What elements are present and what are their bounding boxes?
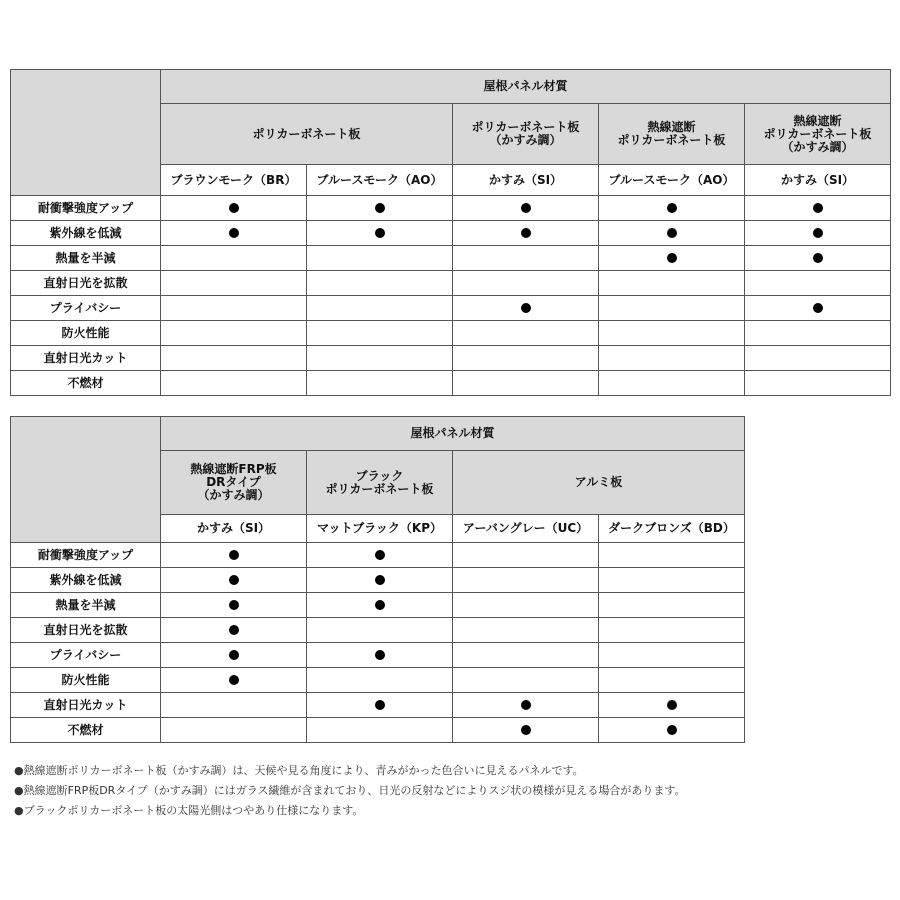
material-header: ポリカーボネート板 [161, 104, 453, 165]
empty-cell [453, 371, 599, 396]
color-header: かすみ（SI） [161, 515, 307, 543]
bullet-dot-icon [229, 203, 239, 213]
feature-label: 防火性能 [11, 321, 161, 346]
feature-mark-cell [161, 668, 307, 693]
empty-cell [453, 668, 599, 693]
feature-mark-cell [307, 221, 453, 246]
empty-cell [161, 346, 307, 371]
color-header: ブラウンモーク（BR） [161, 165, 307, 196]
feature-label: 熱量を半減 [11, 246, 161, 271]
empty-cell [453, 246, 599, 271]
group-header: 屋根パネル材質 [161, 417, 745, 451]
table-row [11, 346, 891, 371]
material-header: ポリカーボネート板 （かすみ調） [453, 104, 599, 165]
corner-cell [11, 70, 161, 196]
feature-mark-cell [453, 221, 599, 246]
footnotes [14, 761, 894, 821]
bullet-dot-icon [521, 203, 531, 213]
material-header: ブラック ポリカーボネート板 [307, 451, 453, 515]
material-header: アルミ板 [453, 451, 745, 515]
bullet-dot-icon [375, 203, 385, 213]
table-row [11, 643, 745, 668]
bullet-dot-icon [229, 550, 239, 560]
bullet-dot-icon [229, 600, 239, 610]
table-row [11, 296, 891, 321]
empty-cell [453, 593, 599, 618]
bullet-dot-icon [521, 303, 531, 313]
table-row [11, 668, 745, 693]
empty-cell [599, 593, 745, 618]
table-row [11, 221, 891, 246]
feature-label: 不燃材 [11, 371, 161, 396]
empty-cell [453, 346, 599, 371]
empty-cell [453, 271, 599, 296]
feature-mark-cell [745, 221, 891, 246]
group-header: 屋根パネル材質 [161, 70, 891, 104]
feature-label: プライバシー [11, 296, 161, 321]
feature-mark-cell [599, 693, 745, 718]
color-header: マットブラック（KP） [307, 515, 453, 543]
feature-label: 紫外線を低減 [11, 568, 161, 593]
empty-cell [307, 321, 453, 346]
empty-cell [599, 643, 745, 668]
empty-cell [745, 321, 891, 346]
feature-label: 直射日光カット [11, 693, 161, 718]
bullet-dot-icon [229, 228, 239, 238]
feature-mark-cell [161, 618, 307, 643]
bullet-dot-icon [375, 700, 385, 710]
bullet-dot-icon [813, 228, 823, 238]
feature-mark-cell [161, 221, 307, 246]
feature-mark-cell [599, 196, 745, 221]
empty-cell [599, 543, 745, 568]
empty-cell [599, 271, 745, 296]
color-header: ブルースモーク（AO） [599, 165, 745, 196]
empty-cell [161, 271, 307, 296]
feature-mark-cell [307, 568, 453, 593]
feature-mark-cell [307, 196, 453, 221]
empty-cell [161, 321, 307, 346]
bullet-dot-icon [521, 725, 531, 735]
bullet-dot-icon [375, 600, 385, 610]
bullet-dot-icon [667, 725, 677, 735]
empty-cell [161, 246, 307, 271]
feature-label: 直射日光を拡散 [11, 618, 161, 643]
table-row [11, 246, 891, 271]
empty-cell [599, 346, 745, 371]
feature-mark-cell [307, 643, 453, 668]
footnote: ●ブラックポリカーボネート板の太陽光側はつやあり仕様になります。 [14, 804, 364, 817]
empty-cell [307, 296, 453, 321]
color-header: ブルースモーク（AO） [307, 165, 453, 196]
empty-cell [307, 668, 453, 693]
spec-table-1 [10, 69, 891, 396]
corner-cell [11, 417, 161, 543]
empty-cell [599, 296, 745, 321]
table-row [11, 693, 745, 718]
bullet-dot-icon [375, 650, 385, 660]
color-header: かすみ（SI） [453, 165, 599, 196]
table-row [11, 593, 745, 618]
table-row [11, 568, 745, 593]
feature-mark-cell [745, 246, 891, 271]
empty-cell [599, 568, 745, 593]
feature-label: 熱量を半減 [11, 593, 161, 618]
feature-label: 耐衝撃強度アップ [11, 543, 161, 568]
bullet-dot-icon [813, 253, 823, 263]
feature-mark-cell [161, 593, 307, 618]
empty-cell [745, 346, 891, 371]
empty-cell [599, 321, 745, 346]
bullet-dot-icon [667, 700, 677, 710]
feature-label: 防火性能 [11, 668, 161, 693]
bullet-dot-icon [813, 303, 823, 313]
empty-cell [307, 271, 453, 296]
bullet-dot-icon [521, 228, 531, 238]
feature-mark-cell [453, 196, 599, 221]
feature-mark-cell [161, 543, 307, 568]
feature-label: 直射日光を拡散 [11, 271, 161, 296]
bullet-dot-icon [375, 550, 385, 560]
color-header: かすみ（SI） [745, 165, 891, 196]
empty-cell [453, 643, 599, 668]
feature-label: 不燃材 [11, 718, 161, 743]
table-row [11, 271, 891, 296]
footnote: ●熱線遮断FRP板DRタイプ（かすみ調）にはガラス繊維が含まれており、日光の反射などによりスジ状の模様が見える場合があります。 [14, 784, 686, 797]
empty-cell [307, 618, 453, 643]
empty-cell [307, 246, 453, 271]
empty-cell [161, 296, 307, 321]
empty-cell [307, 346, 453, 371]
bullet-dot-icon [375, 575, 385, 585]
feature-mark-cell [745, 196, 891, 221]
empty-cell [453, 618, 599, 643]
bullet-dot-icon [667, 203, 677, 213]
table-row [11, 371, 891, 396]
empty-cell [745, 271, 891, 296]
empty-cell [453, 568, 599, 593]
feature-mark-cell [307, 543, 453, 568]
empty-cell [453, 321, 599, 346]
empty-cell [307, 718, 453, 743]
empty-cell [161, 718, 307, 743]
feature-mark-cell [599, 221, 745, 246]
feature-label: 紫外線を低減 [11, 221, 161, 246]
bullet-dot-icon [521, 700, 531, 710]
empty-cell [161, 371, 307, 396]
material-header: 熱線遮断 ポリカーボネート板 （かすみ調） [745, 104, 891, 165]
material-header: 熱線遮断 ポリカーボネート板 [599, 104, 745, 165]
bullet-dot-icon [667, 253, 677, 263]
empty-cell [599, 618, 745, 643]
bullet-dot-icon [229, 650, 239, 660]
feature-mark-cell [161, 196, 307, 221]
table-row [11, 321, 891, 346]
feature-mark-cell [161, 568, 307, 593]
bullet-dot-icon [667, 228, 677, 238]
material-header: 熱線遮断FRP板 DRタイプ （かすみ調） [161, 451, 307, 515]
feature-label: 直射日光カット [11, 346, 161, 371]
empty-cell [161, 693, 307, 718]
bullet-dot-icon [229, 625, 239, 635]
table-row [11, 196, 891, 221]
feature-label: 耐衝撃強度アップ [11, 196, 161, 221]
footnote: ●熱線遮断ポリカーボネート板（かすみ調）は、天候や見る角度により、青みがかった色合いに見えるパネルです。 [14, 764, 584, 777]
empty-cell [307, 371, 453, 396]
feature-mark-cell [599, 718, 745, 743]
feature-mark-cell [599, 246, 745, 271]
color-header: ダークブロンズ（BD） [599, 515, 745, 543]
bullet-dot-icon [813, 203, 823, 213]
table-row [11, 543, 745, 568]
empty-cell [745, 371, 891, 396]
feature-mark-cell [453, 718, 599, 743]
table-row [11, 618, 745, 643]
feature-mark-cell [307, 693, 453, 718]
empty-cell [453, 543, 599, 568]
feature-label: プライバシー [11, 643, 161, 668]
bullet-dot-icon [229, 675, 239, 685]
color-header: アーバングレー（UC） [453, 515, 599, 543]
table-row [11, 718, 745, 743]
feature-mark-cell [453, 296, 599, 321]
feature-mark-cell [307, 593, 453, 618]
empty-cell [599, 371, 745, 396]
empty-cell [599, 668, 745, 693]
feature-mark-cell [453, 693, 599, 718]
bullet-dot-icon [229, 575, 239, 585]
feature-mark-cell [745, 296, 891, 321]
feature-mark-cell [161, 643, 307, 668]
spec-table-2 [10, 416, 745, 743]
bullet-dot-icon [375, 228, 385, 238]
